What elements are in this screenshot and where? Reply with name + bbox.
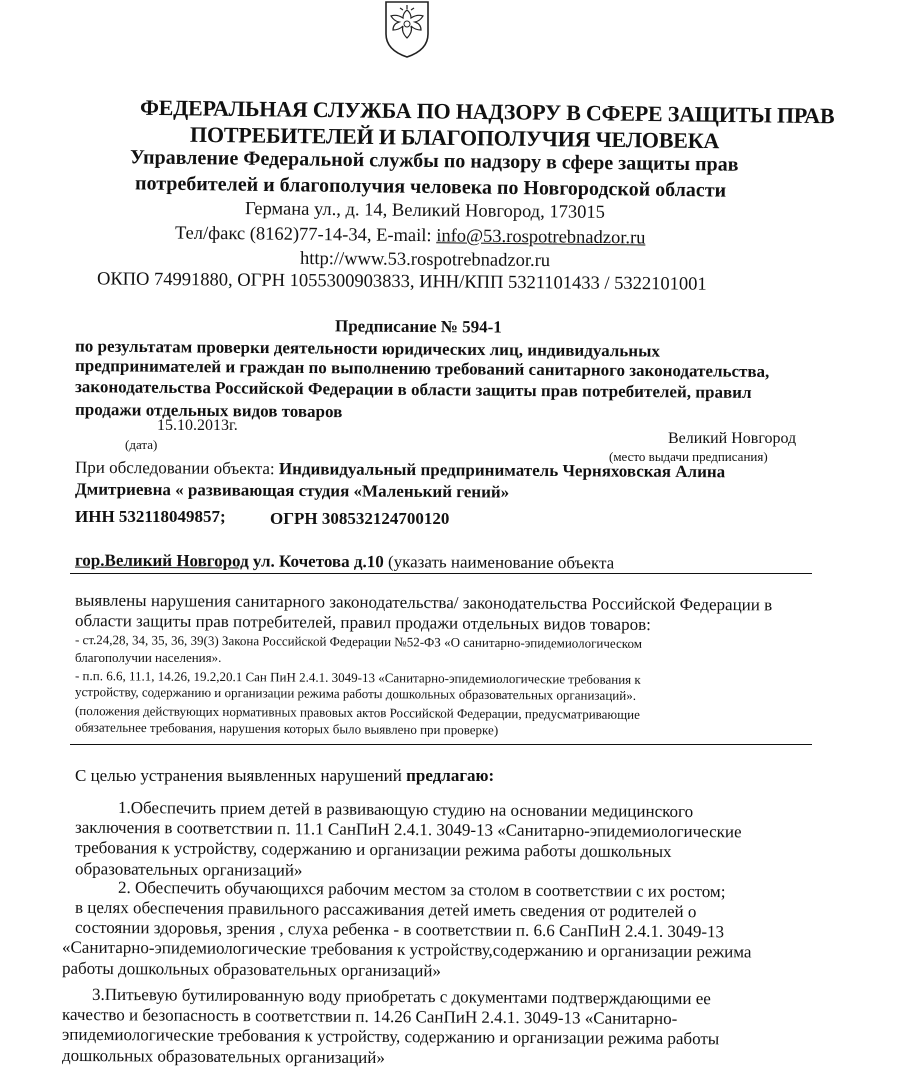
item3-line1: 3.Питьевую бутилированную воду приобретать с документами подтверждающими ее [91, 984, 711, 1009]
proposal-intro [75, 766, 494, 786]
item2-line2: в целях обеспечения правильного рассаживания детей иметь сведения от родителей о [74, 897, 697, 922]
order-subtitle-line1: по результатам проверки деятельности юридических лиц, индивидуальных [74, 336, 660, 361]
address-note: (указать наименование объекта [383, 552, 615, 573]
item3-line3: эпидемиологические требования к устройству, содержанию и организации режима работы [61, 1024, 720, 1049]
inn-value: ИНН 532118049857; [75, 507, 226, 526]
law-note-line2: обязательнее требования, нарушения которых было выявлено при проверке) [74, 719, 499, 738]
object-intro: При обследовании объекта: [74, 457, 279, 479]
order-subtitle-line3: законодательства Российской Федерации в области защиты прав потребителей, правил [74, 377, 752, 402]
item2-line5: работы дошкольных образовательных организаций» [61, 958, 442, 981]
order-title: Предписание № 594-1 [334, 316, 502, 337]
divider-line-2 [70, 744, 812, 745]
order-subtitle-line2: предпринимателей и граждан по выполнению требований санитарного законодательства, [74, 355, 770, 382]
place-caption: (место выдачи предписания) [609, 449, 768, 464]
address-street: ул. Кочетова д.10 [248, 551, 384, 572]
law2-line-a: - п.п. 6.6, 11.1, 14.26, 19.2,20.1 Сан ПиН 2.4.1. 3049-13 «Санитарно-эпидемиологические требования к [74, 668, 641, 687]
violations-line1: выявлены нарушения санитарного законодательства/ законодательства Российской Федерации в [74, 590, 773, 615]
order-subtitle-line4: продажи отдельных видов товаров [74, 399, 343, 422]
item1-line2: заключения в соответствии п. 11.1 СанПиН 2.4.1. 3049-13 «Санитарно-эпидемиологические [74, 817, 742, 842]
date-caption: (дата) [125, 437, 158, 452]
law1-line-a: - ст.24,28, 34, 35, 36, 39(3) Закона Российской Федерации №52-ФЗ «О санитарно-эпидемиологическом [74, 632, 643, 651]
proposal-intro-text: С целью устранения выявленных нарушений [75, 766, 407, 785]
issue-place: Великий Новгород [668, 430, 797, 447]
object-name-line1: Индивидуальный предприниматель Черняховская Алина [278, 459, 726, 482]
item3-line2: качество и безопасность в соответствии п. 14.26 СанПиН 2.4.1. 3049-13 «Санитарно- [61, 1004, 678, 1029]
item1-line1: 1.Обеспечить прием детей в развивающую студию на основании медицинского [117, 797, 694, 822]
item3-line4: дошкольных образовательных организаций» [61, 1045, 385, 1068]
proposal-intro-bold: предлагаю: [406, 766, 495, 785]
website-line[interactable]: http://www.53.rospotrebnadzor.ru [299, 248, 551, 272]
item2-line4: «Санитарно-эпидемиологические требования к устройству,содержанию и организации режима [61, 937, 752, 962]
law-note-line1: (положения действующих нормативных правовых актов Российской Федерации, предусматривающие [74, 703, 640, 722]
divider-line [70, 573, 812, 574]
law1-line-b: благополучии населения». [75, 650, 222, 665]
department-line1: Управление Федеральной службы по надзору в сфере защиты прав [129, 146, 739, 176]
org-name-line1: ФЕДЕРАЛЬНАЯ СЛУЖБА ПО НАДЗОРУ В СФЕРЕ ЗАЩИТЫ ПРАВ [139, 94, 835, 129]
coat-of-arms-emblem [380, 0, 434, 58]
department-line2: потребителей и благополучия человека по Новгородской области [134, 172, 727, 202]
ogrn-value: ОГРН 308532124700120 [270, 509, 450, 528]
phone-text: Тел/факс (8162)77-14-34, E-mail: [174, 223, 437, 247]
item1-line3: требования к устройству, содержанию и организации режима работы дошкольных [74, 837, 672, 862]
item1-line4: образовательных организаций» [74, 859, 303, 880]
order-date: 15.10.2013г. [157, 417, 238, 434]
address-city: гор.Великий Новгород [74, 550, 249, 571]
org-name-line2: ПОТРЕБИТЕЛЕЙ И БЛАГОПОЛУЧИЯ ЧЕЛОВЕКА [189, 121, 720, 154]
item2-line1: 2. Обеспечить обучающихся рабочим местом за столом в соответствии с их ростом; [117, 877, 726, 902]
item2-line3: состоянии здоровья, зрения , слуха ребенка - в соответствии п. 6.6 СанПиН 2.4.1. 3049-13 [74, 917, 725, 942]
violations-line2: области защиты прав потребителей, правил продажи отдельных видов товаров: [74, 610, 651, 635]
law2-line-b: устройству, содержанию и организации режима работы дошкольных образовательных организаций». [74, 684, 637, 703]
email-link[interactable]: info@53.rospotrebnadzor.ru [436, 226, 646, 249]
registry-codes-line: ОКПО 74991880, ОГРН 1055300903833, ИНН/КПП 5321101433 / 5322101001 [96, 269, 707, 295]
object-name-line2: Дмитриевна « развивающая студия «Маленький гений» [74, 479, 510, 502]
object-address-line [75, 551, 614, 574]
object-line1 [75, 458, 725, 483]
address-line: Германа ул., д. 14, Великий Новгород, 173015 [244, 199, 606, 223]
contact-line [175, 224, 646, 250]
